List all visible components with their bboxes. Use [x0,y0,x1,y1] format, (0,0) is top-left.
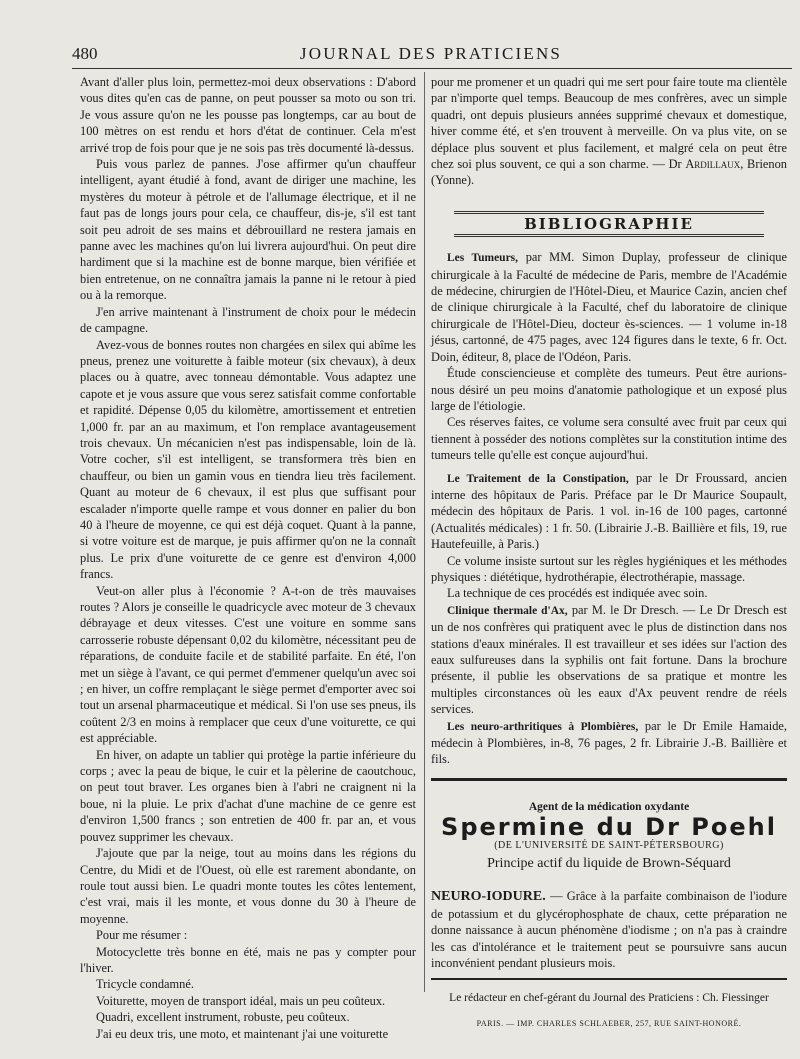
entry-text: Ce volume insiste surtout sur les règles hygiéniques et les méthodes physiques : diététique, hydrothérapie, électrothérapie, massage. [431,553,787,584]
page-header [72,44,790,66]
paragraph: Puis vous parlez de pannes. J'ose affirmer qu'un chauffeur intelligent, ayant étudié à fond, avant de diriger une machine, les mystères du moteur à pétrole et de l'allumage électrique, et il ne faut pas de longs jours pour cela, ce chauffeur, dis-je, s'il est tant soit peu adroit de ses mains et débrouillard ne restera jamais en panne avec les machines qu'on lui livrera aujourd'hui. On peut dire hardiment que si la machine est de bonne marque, bien vérifiée et bien entretenue, on ne connaîtra jamais la panne ni le retour à pied ou à la remorque. [80,157,416,303]
advert-agent: Agent de la médication oxydante [528,800,690,813]
entry-title: Clinique thermale d'Ax, [447,604,568,617]
entry-text: par le Dr Froussard, ancien interne des hôpitaux de Paris. Préface par le Dr Maurice Soupault, médecin des hôpitaux de Paris. 1 vol. in-16 de 100 pages, cartonné (Actualités médicales) : 1 fr. 50. (Librairie J.-B. Baillière et fils, 19, rue Hautefeuille, à Paris.) [431,470,787,552]
bibliography-entry [431,553,787,586]
page-number: 480 [72,44,98,63]
signature-place: , Brienon (Yonne). [431,157,787,188]
paragraph: Motocyclette très bonne en été, mais ne pas y compter pour l'hiver. [80,944,416,975]
paragraph: J'ai eu deux tris, une moto, et maintenant j'ai une voiturette [96,1026,389,1041]
neuro-text: — Grâce à la parfaite combinaison de l'iodure de potassium et du glycérophosphate de chaux, cette préparation ne donne naissance à aucun phénomène d'iodisme ; on n'a pas à craindre les cas d'intolérance et le traitement peut se poursuivre sans aucun inconvénient pendant plusieurs mois. [431,889,787,971]
bibliography-entry [431,585,787,601]
entry-text: par M. le Dr Dresch. — Le Dr Dresch est un de nos confrères qui pratiquent avec le plus de distinction dans nos stations d'eaux minérales. Il est travailleur et ses idées sur l'action des eaux sulfureuses dans la syphilis ont fait fortune. Dans la brochure présente, il publie les observations de sa pratique et montre les multiples circonstances où les eaux d'Ax peuvent rendre de réels services. [431,602,787,717]
entry-title: Les Tumeurs, [447,252,519,265]
entry-text: par le Dr Emile Hamaide, médecin à Plombières, in-8, 76 pages, 2 fr. Librairie J.-B. Baillière et fils. [431,718,787,767]
bibliography-entry [431,602,787,718]
paragraph: J'en arrive maintenant à l'instrument de choix pour le médecin de campagne. [80,304,416,336]
continuation-text: pour me promener et un quadri qui me sert pour faire toute ma clientèle par n'importe quel temps. Beaucoup de mes confrères, avec un simple quadri, ont depuis plusieurs années supprimé chevaux et domestique, hiver comme été, et s'en trouvent à merveille. On va plus vite, on se déplace plus souvent et plus facilement, et malgré cela on peut être chez soi plus souvent, ce qui a son charme. — Dr [431,75,787,172]
paragraph: Pour me résumer : [96,928,188,943]
signature-name: Ardillaux [685,157,741,172]
paragraph: Voiturette, moyen de transport idéal, mais un peu coûteux. [96,993,386,1008]
entry-text: La technique de ces procédés est indiquée avec soin. [447,586,708,601]
entry-text: Étude consciencieuse et complète des tumeurs. Peut être aurions-nous désiré un peu moins d'anatomie pathologique et un exposé plus large de l'étiologie. [431,366,787,413]
letter-continuation [431,74,787,189]
advert-rule [431,778,787,781]
bibliography-entry [431,365,787,414]
bibliography-heading: BIBLIOGRAPHIE [431,211,787,237]
bibliography-entry [431,414,787,463]
entry-title: Les neuro-arthritiques à Plombières, [447,720,639,733]
paragraph: Avez-vous de bonnes routes non chargées en silex qui abîme les pneus, prenez une voiturette à faible moteur (six chevaux), à deux places ou à quatre, avec tonneau démontable. Vous adaptez une capote et je vous assure que vous serez satisfait comme confortable et rapidité. Dépense 0,05 du kilomètre, amortissement et entretien 1,000 fr. par an au maximum, et l'on remplace avantageusement trois chevaux. Un mécanicien n'est pas indispensable, loin de là. Votre cocher, s'il est intelligent, se transformera très bien en chauffeur, ou bien un gamin vous en tiendra lieu très facilement. Quant au moteur de 6 chevaux, il est plus que suffisant pour escalader n'importe quelle rampe et vous donner en palier du bon 40 à l'heure de moyenne, ce qui est déjà coquet. Quant à la panne, si votre voiture est de marque, je puis affirmer qu'on ne la connaît plus. Le prix d'une voiturette de ce genre est d'environ 4,000 francs. [80,337,416,582]
paragraph: Quadri, excellent instrument, robuste, peu coûteux. [96,1010,350,1025]
entry-text: par MM. Simon Duplay, professeur de clinique chirurgicale à la Faculté de médecine de Paris, membre de l'Académie de médecine, chirurgien de l'Hôtel-Dieu, et Maurice Cazin, ancien chef de clinique chirurgicale à la Faculté, chef du laboratoire de clinique chirurgicale de l'Hôtel-Dieu, docteur ès-sciences. — 1 volume in-18 jésus, cartonné, de 475 pages, avec 124 figures dans le texte, 6 fr. Oct. Doin, éditeur, 8, place de l'Odéon, Paris. [431,250,787,364]
right-column [431,74,787,1032]
paragraph: Tricycle condamné. [96,977,194,992]
left-column [80,74,416,1042]
bibliography-entry [431,718,787,768]
advert-principle: Principe actif du liquide de Brown-Séquard [487,856,731,872]
header-rule [72,68,792,69]
entry-text: Ces réserves faites, ce volume sera consulté avec fruit par ceux qui tiennent à posséder des notions complètes sur la constitution intime des tumeurs telle qu'elle est conçue aujourd'hui. [431,415,787,463]
paragraph: Avant d'aller plus loin, permettez-moi deux observations : D'abord vous dites qu'en cas de panne, on peut pousser sa moto ou son tri. Je vous assure qu'on ne les pousse pas longtemps, car au bout de 100 mètres on est rendu et hors d'état de continuer. Cela m'est arrivé trop de fois pour que je ne sois pas très documenté là-dessus. [80,75,416,155]
paragraph: Veut-on aller plus à l'économie ? A-t-on de très mauvaises routes ? Alors je conseille le quadricycle avec moteur de 3 chevaux débrayage et deux vitesses. C'est une voiture en somme sans carrosserie robuste dépensant 0,02 du kilomètre, nécessitant peu de réparations, de conduite facile et de stabilité parfaite. En été, l'on met un siège à l'avant, ce qui permet d'emmener quelqu'un avec soi ; en hiver, un coffre remplaçant le siège permet d'emporter avec soi tout un arsenal pharmaceutique et médical. Si l'on use ses pneus, ils coûtent 2/3 en moins à remplacer que ceux d'une voiturette, ce qui est appréciable. [80,583,416,746]
entry-title: Le Traitement de la Constipation, [447,472,629,485]
paragraph: En hiver, on adapte un tablier qui protège la partie inférieure du corps ; avec la peau de bique, le cuir et la pèlerine de caoutchouc, on peut tout braver. Les organes bien à l'abri ne craignent ni la boue, ni la pluie. Le prix d'achat d'une machine de ce genre est d'environ 1,500 francs ; son entretien de 400 fr. par an, et vous pouvez supprimer les chevaux. [80,747,416,844]
editor-line: Le rédacteur en chef-gérant du Journal des Praticiens : Ch. Fiessinger [449,991,769,1004]
journal-title: JOURNAL DES PRATICIENS [299,44,563,63]
bibliography-entry [431,470,787,553]
bibliography-entry [431,249,787,365]
column-divider [424,72,425,992]
advert-university: (DE L'UNIVERSITÉ DE SAINT-PÉTERSBOURG) [494,839,724,851]
paragraph: J'ajoute que par la neige, tout au moins dans les régions du Centre, du Midi et de l'Ouest, où elle est rarement abondante, on roule tout aussi bien. Le quadri monte toutes les côtes lentement, c'est vrai, mais il les monte, et vous donne du 30 à l'heure de moyenne. [80,846,416,926]
advert-neuro-iodure [431,888,787,971]
printer-imprint: PARIS. — IMP. CHARLES SCHLAEBER, 257, RUE SAINT-HONORÉ. [476,1018,742,1028]
editor-rule [431,978,787,980]
advert-brand: Spermine du Dr Poehl [441,813,777,842]
neuro-name: NEURO-IODURE. [431,889,546,905]
